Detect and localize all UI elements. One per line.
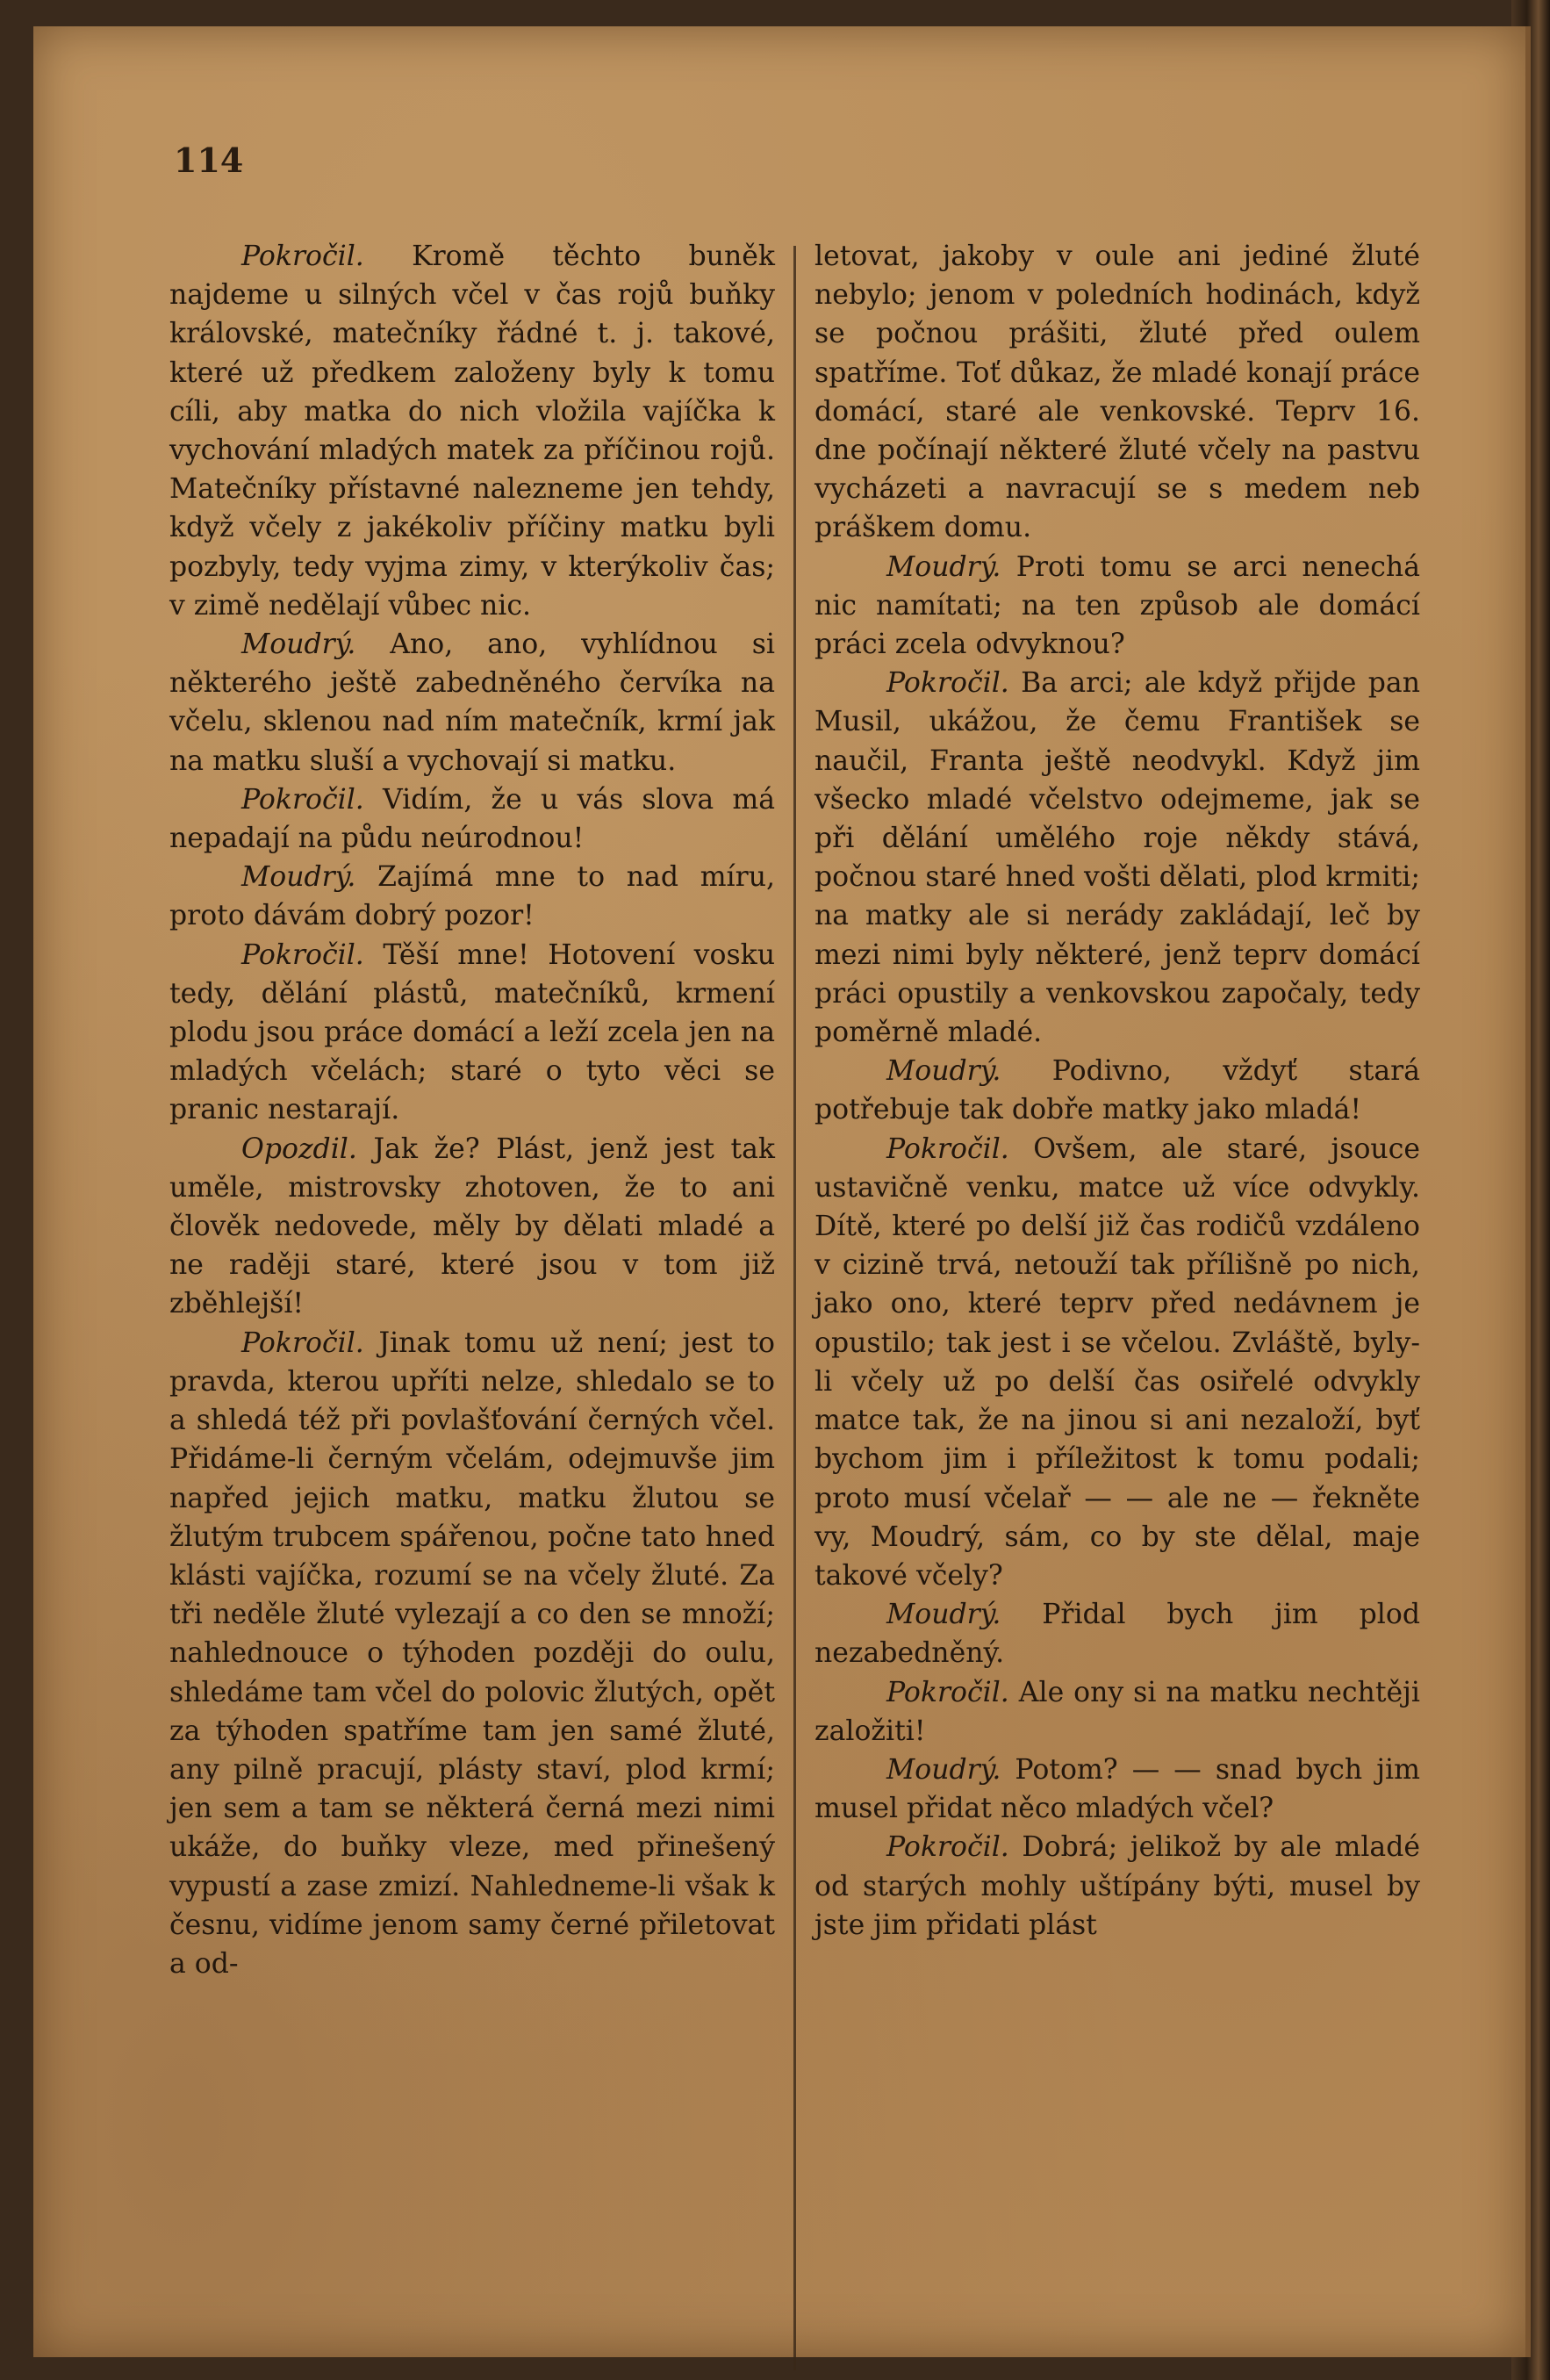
speaker-name: Pokročil. bbox=[241, 938, 364, 971]
paragraph bbox=[169, 1324, 775, 1983]
paragraph bbox=[814, 1052, 1420, 1129]
paragraph-text: Kromě těchto buněk najdeme u silných včel v čas rojů buňky královské, matečníky řádné t. j. takové, které už předkem založeny byly k tomu cíli, aby matka do nich vložila vajíčka k vychování mladých matek za příčinou rojů. Matečníky přístavné nalezneme jen tehdy, když včely z jakékoliv příčiny matku byli pozbyly, tedy vyjma zimy, v kterýkoliv čas; v zimě nedělají vůbec nic. bbox=[169, 241, 775, 622]
paragraph-text: Ba arci; ale když přijde pan Musil, ukážou, že čemu František se naučil, Franta ještě neodvykl. Když jim všecko mladé včelstvo odejmeme, jak se při dělání umělého roje někdy stává, počnou staré hned vošti dělati, plod krmiti; na matky ale si nerády zakládají, leč by mezi nimi byly některé, jenž teprv domácí práci opustily a venkovskou započaly, tedy poměrně mladé. bbox=[814, 667, 1420, 1049]
right-column bbox=[814, 237, 1420, 2291]
paragraph bbox=[814, 664, 1420, 1052]
speaker-name: Moudrý. bbox=[886, 1753, 1001, 1786]
paragraph-text: Ano, ano, vyhlídnou si některého ještě zabedněného červíka na včelu, sklenou nad ním matečník, krmí jak na matku sluší a vychovají si matku. bbox=[169, 629, 775, 777]
paragraph-text: Dobrá; jelikož by ale mladé od starých mohly uštípány býti, musel by jste jim přidati plást bbox=[814, 1831, 1420, 1941]
paragraph bbox=[169, 858, 775, 935]
speaker-name: Moudrý. bbox=[241, 629, 356, 661]
speaker-name: Moudrý. bbox=[241, 861, 356, 894]
speaker-name: Moudrý. bbox=[886, 1599, 1001, 1631]
paragraph bbox=[169, 1130, 775, 1324]
left-column bbox=[169, 237, 775, 2291]
speaker-name: Moudrý. bbox=[886, 550, 1001, 583]
paragraph-text: Těší mne! Hotovení vosku tedy, dělání plástů, matečníků, krmení plodu jsou práce domácí a leží zcela jen na mladých včelách; staré o tyto věci se pranic nestarají. bbox=[169, 938, 775, 1126]
paragraph-text: Přidal bych jim plod nezabedněný. bbox=[814, 1599, 1420, 1670]
speaker-name: Pokročil. bbox=[886, 1676, 1009, 1708]
paragraph-text: letovat, jakoby v oule ani jediné žluté nebylo; jenom v poledních hodinách, když se počnou prášiti, žluté před oulem spatříme. Toť důkaz, že mladé konají práce domácí, staré ale venkovské. Teprv 16. dne počínají některé žluté včely na pastvu vycházeti a navracují se s medem neb práškem domu. bbox=[814, 241, 1420, 544]
speaker-name: Pokročil. bbox=[886, 1831, 1009, 1864]
paragraph bbox=[169, 780, 775, 858]
paragraph-text: Podivno, vždyť stará potřebuje tak dobře matky jako mladá! bbox=[814, 1055, 1420, 1126]
paragraph bbox=[814, 1130, 1420, 1595]
paragraph bbox=[814, 1673, 1420, 1751]
speaker-name: Pokročil. bbox=[886, 667, 1009, 700]
column-divider bbox=[793, 246, 796, 2370]
page-number: 114 bbox=[174, 140, 244, 180]
paragraph bbox=[169, 936, 775, 1130]
paragraph bbox=[814, 1751, 1420, 1828]
book-page bbox=[33, 26, 1531, 2357]
paragraph-text: Ale ony si na matku nechtěji založiti! bbox=[814, 1676, 1420, 1747]
speaker-name: Opozdil. bbox=[241, 1132, 357, 1165]
speaker-name: Pokročil. bbox=[241, 1327, 364, 1359]
paragraph bbox=[814, 1595, 1420, 1672]
speaker-name: Pokročil. bbox=[241, 241, 364, 272]
paragraph-text: Potom? — — snad bych jim musel přidat něco mladých včel? bbox=[814, 1753, 1420, 1825]
paragraph-text: Proti tomu se arci nenechá nic namítati; na ten způsob ale domácí práci zcela odvyknou? bbox=[814, 550, 1420, 661]
paragraph-text: Jak že? Plást, jenž jest tak uměle, mistrovsky zhotoven, že to ani člověk nedovede, měly by dělati mladé a ne raději staré, které jsou v tom již zběhlejší! bbox=[169, 1132, 775, 1320]
paragraph bbox=[814, 1828, 1420, 1945]
paragraph bbox=[169, 237, 775, 625]
paragraph-text: Zajímá mne to nad míru, proto dávám dobrý pozor! bbox=[169, 861, 775, 932]
paragraph-text: Vidím, že u vás slova má nepadají na půdu neúrodnou! bbox=[169, 783, 775, 855]
speaker-name: Pokročil. bbox=[241, 783, 364, 816]
paragraph bbox=[169, 625, 775, 780]
paragraph bbox=[814, 237, 1420, 548]
speaker-name: Pokročil. bbox=[886, 1132, 1009, 1165]
paragraph bbox=[814, 548, 1420, 665]
paragraph-text: Ovšem, ale staré, jsouce ustavičně venku, matce už více odvykly. Dítě, které po delší již čas rodičů vzdáleno v cizině trvá, netouží tak přílišně po nich, jako ono, které teprv před nedávnem je opustilo; tak jest i se včelou. Zvláště, byly-li včely už po delší čas osiřelé odvykly matce tak, že na jinou si ani nezaloží, byť bychom jim i příležitost k tomu podali; proto musí včelař — — ale ne — řekněte vy, Moudrý, sám, co by ste dělal, maje takové včely? bbox=[814, 1132, 1420, 1592]
paragraph-text: Jinak tomu už není; jest to pravda, kterou upříti nelze, shledalo se to a shledá též při povlašťování černých včel. Přidáme-li černým včelám, odejmuvše jim napřed jejich matku, matku žlutou se žlutým trubcem spářenou, počne tato hned klásti vajíčka, rozumí se na včely žluté. Za tři neděle žluté vylezají a co den se množí; nahlednouce o týhoden později do oulu, shledáme tam včel do polovic žlutých, opět za týhoden spatříme tam jen samé žluté, any pilně pracují, plásty staví, plod krmí; jen sem a tam se některá černá mezi nimi ukáže, do buňky vleze, med přinešený vypustí a zase zmizí. Nahledneme-li však k česnu, vidíme jenom samy černé přiletovat a od- bbox=[169, 1327, 775, 1980]
speaker-name: Moudrý. bbox=[886, 1055, 1001, 1088]
